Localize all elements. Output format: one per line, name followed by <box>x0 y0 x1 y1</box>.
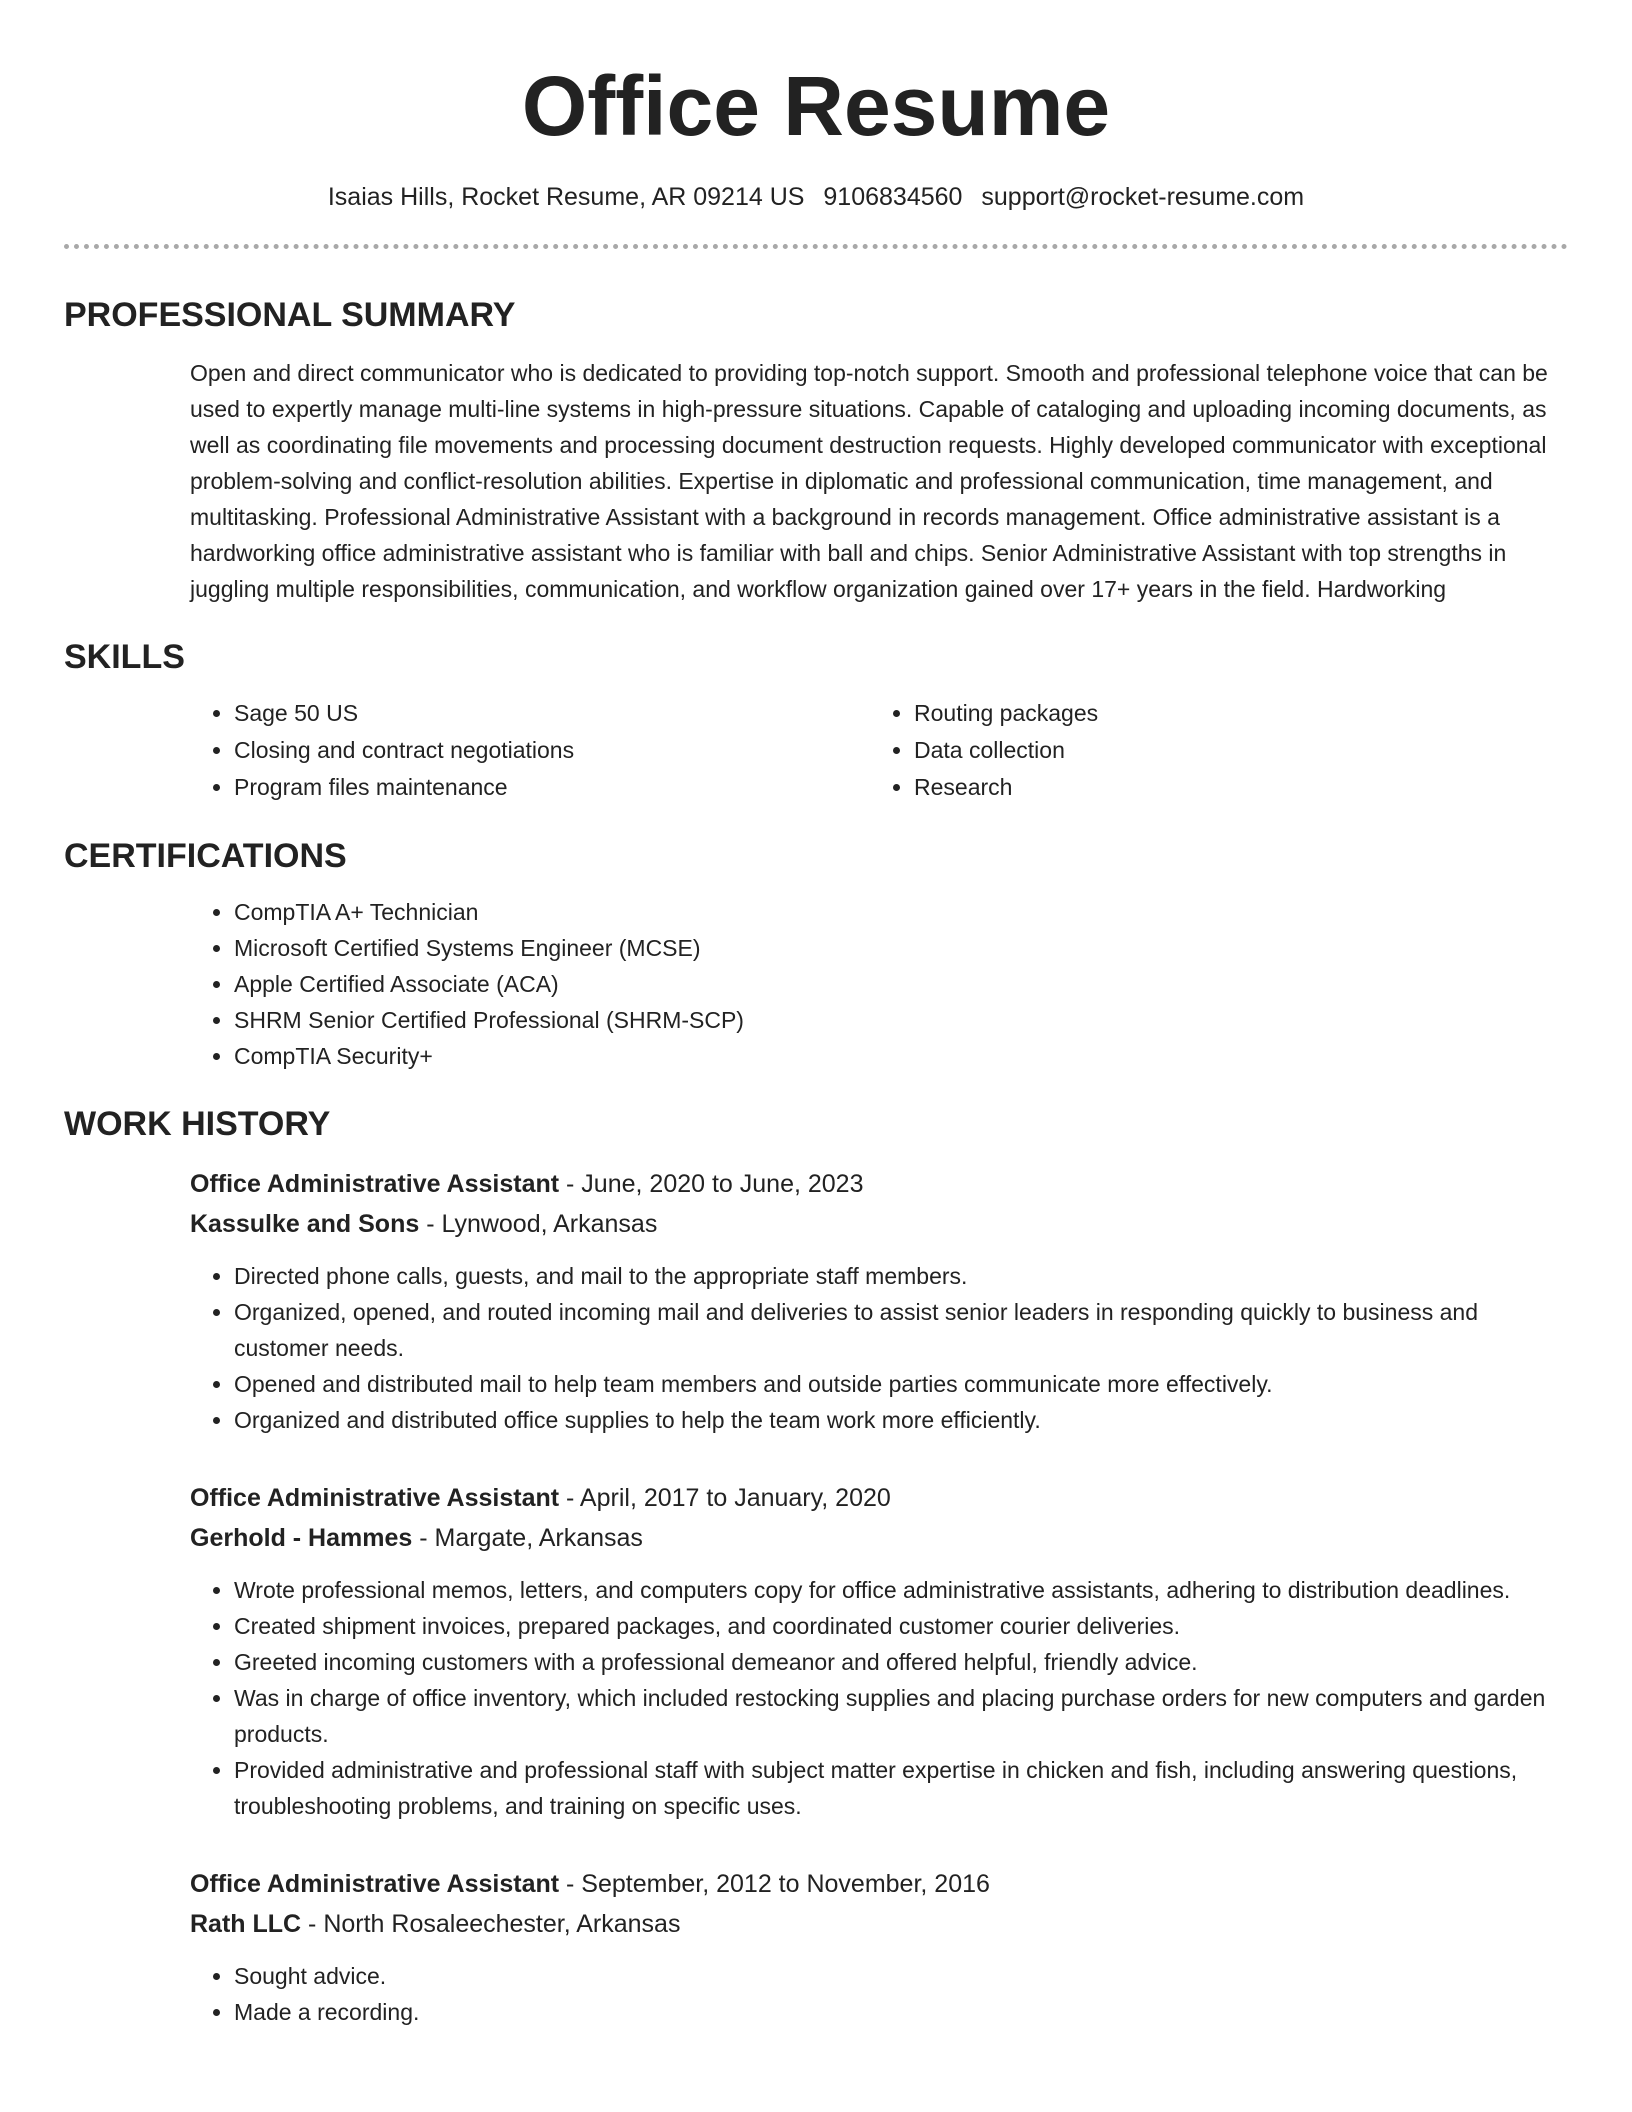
job-company-line <box>190 1904 1568 1944</box>
contact-address: Isaias Hills, Rocket Resume, AR 09214 US <box>327 183 805 211</box>
job-title: Office Administrative Assistant <box>190 1484 560 1512</box>
certifications-section <box>64 834 1568 1074</box>
job-company: Gerhold - Hammes <box>190 1524 413 1552</box>
skills-heading: SKILLS <box>64 638 185 676</box>
work-history-section <box>64 1102 1568 2030</box>
job-title-line <box>190 1164 1568 1204</box>
job-duties <box>190 1258 1568 1438</box>
skill-item: • Sage 50 US <box>234 695 870 732</box>
certification-item: • SHRM Senior Certified Professional (SHRM-SCP) <box>234 1002 1568 1038</box>
summary-text: Open and direct communicator who is dedicated to providing top-notch support. Smooth and professional telephone voice that can be used to expertly manage multi-line systems in high-pressure situations. Capable of cataloging and uploading incoming documents, as well as coordinating file movements and processing document destruction requests. Highly developed communicator with exceptional problem-solving and conflict-resolution abilities. Expertise in diplomatic and professional communication, time management, and multitasking. Professional Administrative Assistant with a background in records management. Office administrative assistant is a hardworking office administrative assistant who is familiar with ball and chips. Senior Administrative Assistant with top strengths in juggling multiple responsibilities, communication, and workflow organization gained over 17+ years in the field. Hardworking <box>190 360 1548 602</box>
job-title: Office Administrative Assistant <box>190 1170 560 1198</box>
job-dates: - April, 2017 to January, 2020 <box>559 1484 891 1512</box>
certification-item: • Microsoft Certified Systems Engineer (MCSE) <box>234 930 1568 966</box>
skills-section <box>64 635 1568 806</box>
certifications-heading: CERTIFICATIONS <box>64 837 347 875</box>
job-duty-item: • Organized, opened, and routed incoming mail and deliveries to assist senior leaders in responding quickly to business and customer needs. <box>234 1294 1568 1366</box>
job-company: Kassulke and Sons <box>190 1210 420 1238</box>
job-dates: - September, 2012 to November, 2016 <box>559 1870 990 1898</box>
summary-section <box>64 293 1568 607</box>
job-duty-item: • Created shipment invoices, prepared packages, and coordinated customer courier deliveries. <box>234 1608 1568 1644</box>
skills-right-column <box>870 695 1550 806</box>
header-divider <box>64 244 1568 249</box>
job-duty-item: • Opened and distributed mail to help team members and outside parties communicate more effectively. <box>234 1366 1568 1402</box>
skill-item: • Closing and contract negotiations <box>234 732 870 769</box>
certification-item: • Apple Certified Associate (ACA) <box>234 966 1568 1002</box>
job-duty-item: • Greeted incoming customers with a professional demeanor and offered helpful, friendly advice. <box>234 1644 1568 1680</box>
job-duty-item: • Organized and distributed office supplies to help the team work more efficiently. <box>234 1402 1568 1438</box>
skill-item: • Program files maintenance <box>234 769 870 806</box>
job-entry <box>190 1164 1568 1438</box>
job-duties <box>190 1958 1568 2030</box>
skills-grid <box>190 695 1568 806</box>
job-entry <box>190 1864 1568 2030</box>
job-company-line <box>190 1518 1568 1558</box>
job-duty-item: • Was in charge of office inventory, which included restocking supplies and placing purchase orders for new computers and garden products. <box>234 1680 1568 1752</box>
resume-page <box>64 0 1568 2030</box>
job-duty-item: • Made a recording. <box>234 1994 1568 2030</box>
skill-item: • Routing packages <box>914 695 1550 732</box>
job-entry <box>190 1478 1568 1824</box>
certification-item: • CompTIA Security+ <box>234 1038 1568 1074</box>
certification-item: • CompTIA A+ Technician <box>234 894 1568 930</box>
job-company: Rath LLC <box>190 1910 302 1938</box>
job-location: - North Rosaleechester, Arkansas <box>301 1910 681 1938</box>
contact-phone: 9106834560 <box>823 183 963 211</box>
job-location: - Margate, Arkansas <box>412 1524 643 1552</box>
job-dates: - June, 2020 to June, 2023 <box>559 1170 864 1198</box>
job-title: Office Administrative Assistant <box>190 1870 560 1898</box>
job-duties <box>190 1572 1568 1824</box>
job-location: - Lynwood, Arkansas <box>419 1210 658 1238</box>
skill-item: • Research <box>914 769 1550 806</box>
job-duty-item: • Provided administrative and professional staff with subject matter expertise in chicken and fish, including answering questions, troubleshooting problems, and training on specific uses. <box>234 1752 1568 1824</box>
job-title-line <box>190 1478 1568 1518</box>
certifications-list <box>190 894 1568 1074</box>
contact-line <box>64 182 1568 212</box>
summary-heading: PROFESSIONAL SUMMARY <box>64 296 516 334</box>
job-duty-item: • Wrote professional memos, letters, and computers copy for office administrative assistants, adhering to distribution deadlines. <box>234 1572 1568 1608</box>
skill-item: • Data collection <box>914 732 1550 769</box>
contact-email: support@rocket-resume.com <box>981 183 1305 211</box>
resume-title: Office Resume <box>521 59 1111 153</box>
job-title-line <box>190 1864 1568 1904</box>
work-history-heading: WORK HISTORY <box>64 1105 331 1143</box>
job-company-line <box>190 1204 1568 1244</box>
job-duty-item: • Directed phone calls, guests, and mail to the appropriate staff members. <box>234 1258 1568 1294</box>
job-duty-item: • Sought advice. <box>234 1958 1568 1994</box>
skills-left-column <box>190 695 870 806</box>
